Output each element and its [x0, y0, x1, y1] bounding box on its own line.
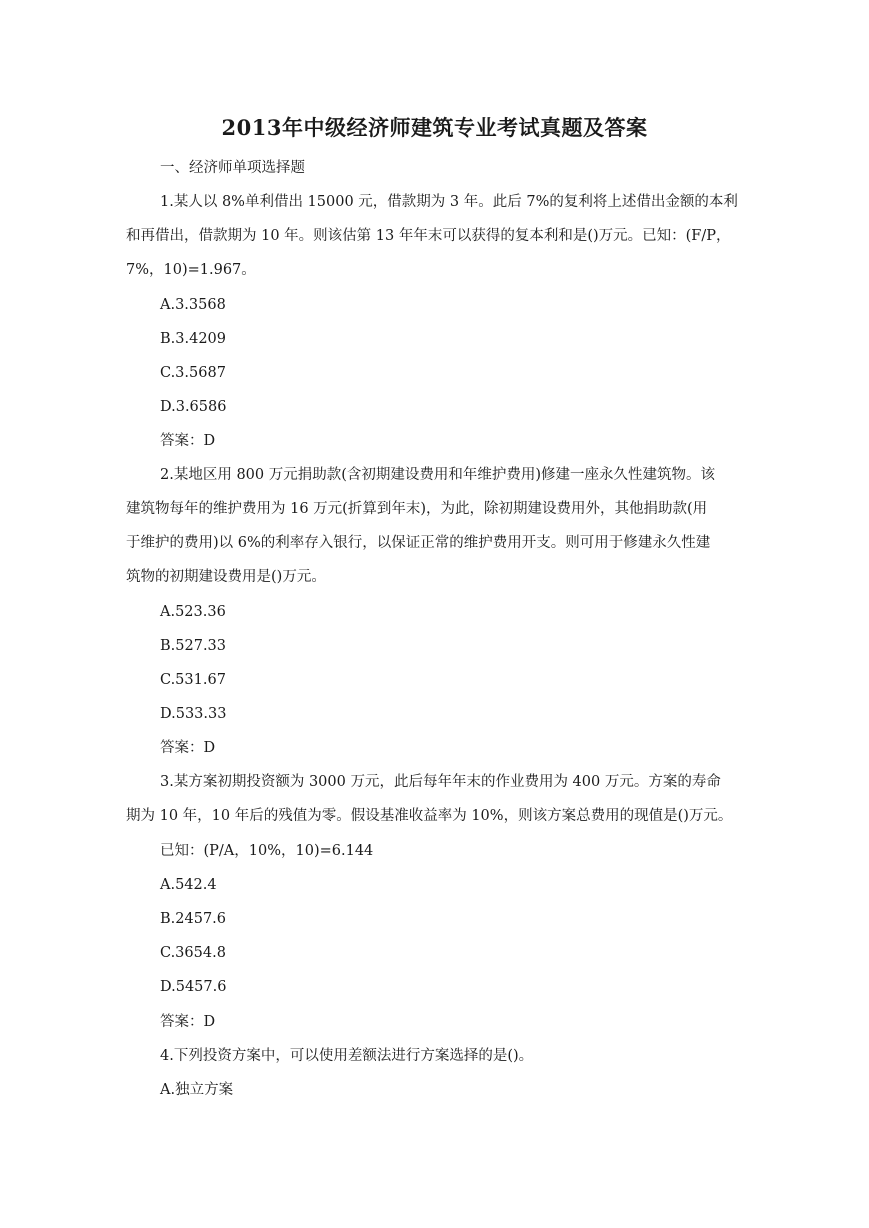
question-2-line-3: 于维护的费用)以 6%的利率存入银行，以保证正常的维护费用开支。则可用于修建永久性建: [126, 535, 711, 551]
question-3-option-c: C.3654.8: [160, 945, 226, 961]
question-1-option-d: D.3.6586: [160, 399, 227, 415]
question-2-line-1: 2.某地区用 800 万元捐助款(含初期建设费用和年维护费用)修建一座永久性建筑物。该: [160, 467, 716, 483]
question-2-option-b: B.527.33: [160, 638, 227, 654]
question-1-line-3: 7%，10)=1.967。: [126, 262, 256, 278]
question-1-line-2: 和再借出，借款期为 10 年。则该估第 13 年年末可以获得的复本利和是()万元。已知：(F/P，: [126, 228, 731, 244]
question-3-line-3: 已知：(P/A，10%，10)=6.144: [160, 843, 374, 859]
question-3-option-b: B.2457.6: [160, 911, 227, 927]
document-title: 2013年中级经济师建筑专业考试真题及答案: [221, 115, 648, 140]
question-3-line-1: 3.某方案初期投资额为 3000 万元，此后每年年末的作业费用为 400 万元。方案的寿命: [160, 774, 721, 790]
question-2-answer: 答案：D: [160, 740, 216, 756]
question-2-line-4: 筑物的初期建设费用是()万元。: [126, 569, 326, 585]
question-1-answer: 答案：D: [160, 433, 216, 449]
question-2-option-c: C.531.67: [160, 672, 226, 688]
question-2-option-a: A.523.36: [160, 604, 226, 620]
question-2-option-d: D.533.33: [160, 706, 227, 722]
question-1-option-b: B.3.4209: [160, 331, 227, 347]
question-3-line-2: 期为 10 年，10 年后的残值为零。假设基准收益率为 10%，则该方案总费用的现值是()万元。: [126, 808, 733, 824]
question-1-option-a: A.3.3568: [160, 297, 226, 313]
question-4-option-a: A.独立方案: [160, 1082, 234, 1098]
question-3-option-a: A.542.4: [160, 877, 217, 893]
question-2-line-2: 建筑物每年的维护费用为 16 万元(折算到年末)，为此，除初期建设费用外，其他捐助款(用: [126, 501, 708, 517]
section-heading: 一、经济师单项选择题: [160, 160, 305, 176]
question-3-answer: 答案：D: [160, 1014, 216, 1030]
question-1-line-1: 1.某人以 8%单利借出 15000 元，借款期为 3 年。此后 7%的复利将上述借出金额的本利: [160, 194, 738, 210]
question-3-option-d: D.5457.6: [160, 979, 227, 995]
question-4-line-1: 4.下列投资方案中，可以使用差额法进行方案选择的是()。: [160, 1048, 534, 1064]
question-1-option-c: C.3.5687: [160, 365, 226, 381]
